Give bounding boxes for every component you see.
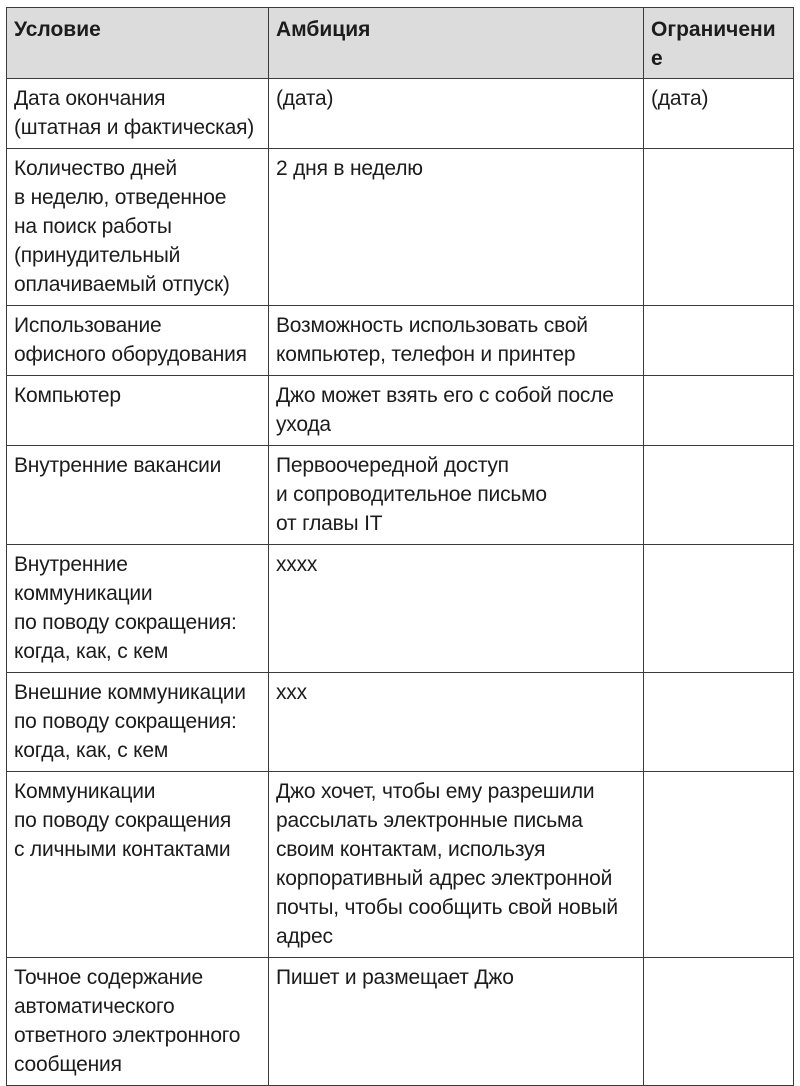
cell-condition: Дата окончания (штатная и фактическая) bbox=[7, 79, 269, 149]
cell-limit bbox=[644, 446, 794, 545]
cell-limit bbox=[644, 772, 794, 958]
header-condition: Условие bbox=[7, 8, 269, 79]
header-ambition: Амбиция bbox=[269, 8, 644, 79]
cell-ambition: Джо может взять его с собой после ухода bbox=[269, 376, 644, 446]
table-row bbox=[7, 79, 794, 149]
table-row bbox=[7, 772, 794, 958]
cell-condition: Внутренние вакансии bbox=[7, 446, 269, 545]
table-row bbox=[7, 149, 794, 306]
cell-limit bbox=[644, 306, 794, 376]
cell-limit: (дата) bbox=[644, 79, 794, 149]
cell-ambition: хххх bbox=[269, 545, 644, 673]
cell-limit bbox=[644, 149, 794, 306]
cell-ambition: Пишет и размещает Джо bbox=[269, 958, 644, 1086]
cell-limit bbox=[644, 958, 794, 1086]
cell-limit bbox=[644, 673, 794, 772]
cell-ambition: (дата) bbox=[269, 79, 644, 149]
table-row bbox=[7, 545, 794, 673]
cell-condition: Коммуникации по поводу сокращения с личными контактами bbox=[7, 772, 269, 958]
cell-ambition: 2 дня в неделю bbox=[269, 149, 644, 306]
header-limit: Ограничение bbox=[644, 8, 794, 79]
cell-condition: Точное содержание автоматического ответного электронного сообщения bbox=[7, 958, 269, 1086]
table-row bbox=[7, 376, 794, 446]
cell-condition: Внешние коммуникации по поводу сокращения: когда, как, с кем bbox=[7, 673, 269, 772]
cell-ambition: Возможность использовать свой компьютер, телефон и принтер bbox=[269, 306, 644, 376]
cell-ambition: ххх bbox=[269, 673, 644, 772]
cell-limit bbox=[644, 545, 794, 673]
table-row bbox=[7, 306, 794, 376]
table-row bbox=[7, 673, 794, 772]
cell-limit bbox=[644, 376, 794, 446]
cell-condition: Количество дней в неделю, отведенное на поиск работы (принудительный оплачиваемый отпуск) bbox=[7, 149, 269, 306]
cell-condition: Компьютер bbox=[7, 376, 269, 446]
cell-condition: Использование офисного оборудования bbox=[7, 306, 269, 376]
cell-ambition: Джо хочет, чтобы ему разрешили рассылать электронные письма своим контактам, используя корпоративный адрес электронной почты, чтобы сообщить свой новый адрес bbox=[269, 772, 644, 958]
cell-condition: Внутренние коммуникации по поводу сокращения: когда, как, с кем bbox=[7, 545, 269, 673]
cell-ambition: Первоочередной доступ и сопроводительное письмо от главы IT bbox=[269, 446, 644, 545]
header-row bbox=[7, 8, 794, 79]
table-row bbox=[7, 446, 794, 545]
conditions-table bbox=[6, 7, 794, 1086]
table-row bbox=[7, 958, 794, 1086]
